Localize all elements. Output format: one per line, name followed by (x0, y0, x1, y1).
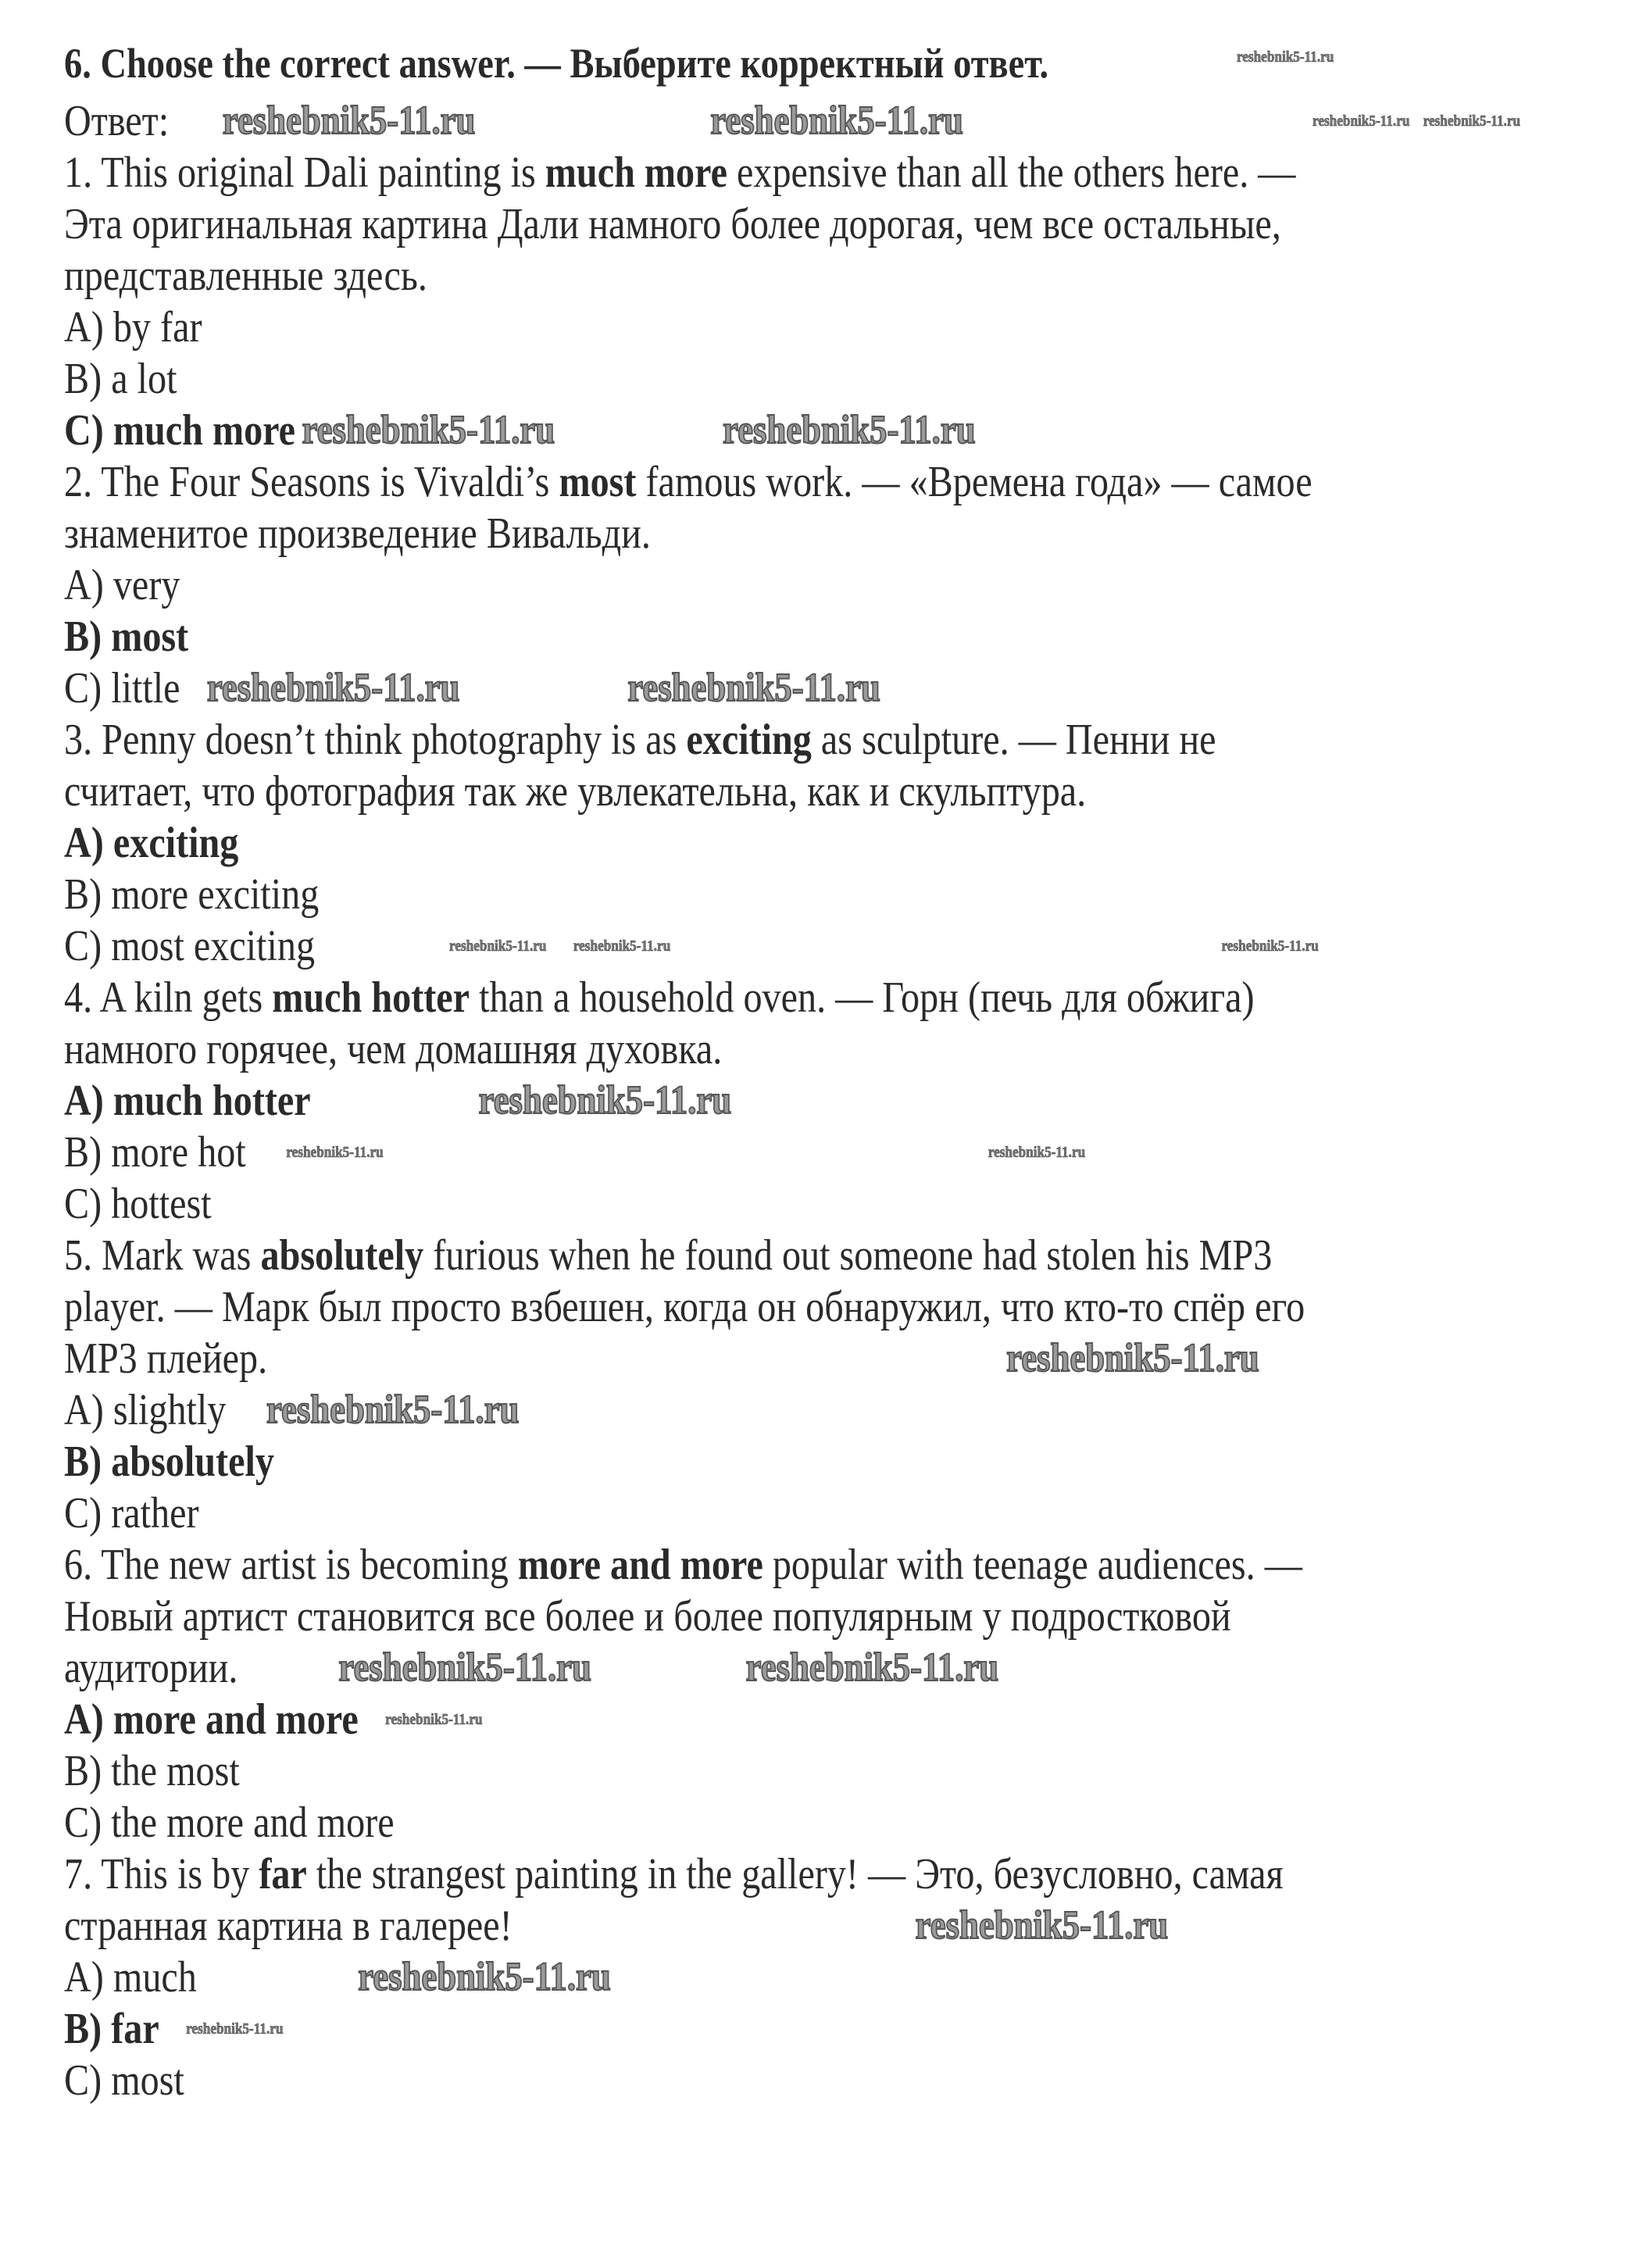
bold-answer: B) absolutely (64, 1438, 274, 1486)
text-span: 6. The new artist is becoming (64, 1541, 518, 1589)
text-span: A) slightly (64, 1386, 227, 1434)
watermark: reshebnik5-11.ru (723, 408, 976, 452)
text-span: B) a lot (64, 355, 177, 403)
text-line (64, 1333, 1609, 1384)
text-span: B) more hot (64, 1128, 246, 1177)
text-line (64, 1952, 1609, 2003)
watermark: reshebnik5-11.ru (358, 1955, 611, 1999)
text-span: 5. Mark was (64, 1231, 261, 1280)
text-span: than a household oven. — Горн (печь для обжига) (470, 973, 1255, 1022)
answer-body (64, 95, 1609, 2106)
text-span: 7. This is by (64, 1850, 259, 1898)
text-span: the strangest painting in the gallery! — Это, безусловно, самая (306, 1850, 1284, 1898)
bold-answer: A) much hotter (64, 1077, 311, 1125)
text-span: считает, что фотография так же увлекательна, как и скульптура. (64, 767, 1087, 816)
watermark: reshebnik5-11.ru (1006, 1336, 1259, 1380)
text-span: furious when he found out someone had stolen his MP3 (423, 1231, 1273, 1280)
text-line (64, 1281, 1609, 1333)
text-line (64, 1642, 1609, 1694)
watermark: reshebnik5-11.ru (1236, 48, 1334, 66)
text-line (64, 1694, 1609, 1745)
text-span: странная картина в галерее! (64, 1902, 512, 1950)
watermark: reshebnik5-11.ru (449, 938, 547, 955)
watermark: reshebnik5-11.ru (478, 1078, 732, 1123)
bold-answer: B) most (64, 613, 189, 661)
text-line (64, 302, 1609, 353)
watermark: reshebnik5-11.ru (222, 98, 476, 143)
text-line (64, 456, 1609, 508)
text-span: C) little (64, 664, 180, 713)
watermark: reshebnik5-11.ru (1221, 938, 1319, 955)
text-line (64, 663, 1609, 714)
text-span: C) most (64, 2056, 184, 2105)
text-line (64, 559, 1609, 611)
text-span: знаменитое произведение Вивальди. (64, 509, 651, 558)
bold-answer: C) much more (64, 406, 296, 455)
text-line (64, 250, 1609, 302)
text-span: 4. A kiln gets (64, 973, 273, 1022)
text-line (64, 405, 1609, 456)
watermark: reshebnik5-11.ru (710, 98, 963, 143)
text-span: аудитории. (64, 1644, 238, 1692)
text-line (64, 1745, 1609, 1797)
text-line (64, 1178, 1609, 1230)
bold-answer: much more (545, 148, 727, 197)
watermark: reshebnik5-11.ru (206, 666, 460, 710)
bold-answer: far (259, 1850, 307, 1898)
text-span: A) very (64, 561, 180, 609)
text-span: C) most exciting (64, 922, 316, 970)
text-line (64, 198, 1609, 250)
watermark: reshebnik5-11.ru (338, 1645, 591, 1690)
watermark: reshebnik5-11.ru (385, 1711, 483, 1728)
text-line (64, 972, 1609, 1023)
text-span: C) hottest (64, 1180, 212, 1228)
text-line (64, 1539, 1609, 1591)
text-line (64, 353, 1609, 405)
text-span: B) the most (64, 1747, 240, 1795)
text-line (64, 817, 1609, 869)
text-line (64, 95, 1609, 147)
bold-answer: A) more and more (64, 1695, 359, 1744)
bold-answer: most (559, 458, 637, 506)
text-span: 3. Penny doesn’t think photography is as (64, 716, 687, 764)
text-line (64, 1900, 1609, 1952)
text-line (64, 869, 1609, 920)
text-line (64, 508, 1609, 559)
text-span: MP3 плейер. (64, 1334, 268, 1383)
watermark: reshebnik5-11.ru (186, 2020, 284, 2038)
text-line (64, 1848, 1609, 1900)
bold-answer: exciting (686, 716, 812, 764)
document (64, 31, 1609, 2106)
text-span: представленные здесь. (64, 252, 427, 300)
text-span: C) rather (64, 1489, 199, 1538)
text-line (64, 2003, 1609, 2055)
text-span: Эта оригинальная картина Дали намного более дорогая, чем все остальные, (64, 200, 1281, 248)
text-line (64, 611, 1609, 663)
bold-answer: more and more (517, 1541, 763, 1589)
bold-answer: A) exciting (64, 819, 239, 867)
watermark: reshebnik5-11.ru (745, 1645, 999, 1690)
watermark: reshebnik5-11.ru (627, 666, 880, 710)
text-line (64, 1797, 1609, 1848)
exercise-title-line (64, 31, 1609, 95)
bold-answer: much hotter (272, 973, 470, 1022)
bold-answer: absolutely (260, 1231, 424, 1280)
watermark: reshebnik5-11.ru (1312, 113, 1410, 130)
watermark: reshebnik5-11.ru (988, 1144, 1086, 1161)
watermark: reshebnik5-11.ru (1423, 113, 1521, 130)
watermark: reshebnik5-11.ru (573, 938, 671, 955)
exercise-title: 6. Choose the correct answer. — Выберите корректный ответ. (64, 40, 1049, 87)
watermark: reshebnik5-11.ru (286, 1144, 384, 1161)
text-line (64, 920, 1609, 972)
text-span: B) more exciting (64, 870, 320, 919)
text-span: намного горячее, чем домашняя духовка. (64, 1025, 723, 1073)
text-span: famous work. — «Времена года» — самое (636, 458, 1312, 506)
watermark: reshebnik5-11.ru (302, 408, 555, 452)
text-span: A) much (64, 1953, 197, 2002)
text-line (64, 766, 1609, 817)
text-span: Ответ: (64, 97, 170, 145)
text-line (64, 2055, 1609, 2106)
watermark: reshebnik5-11.ru (915, 1903, 1169, 1948)
text-span: popular with teenage audiences. — (762, 1541, 1302, 1589)
text-span: player. — Марк был просто взбешен, когда он обнаружил, что кто-то спёр его (64, 1283, 1305, 1331)
text-span: A) by far (64, 303, 202, 352)
text-span: 1. This original Dali painting is (64, 148, 545, 197)
text-span: 2. The Four Seasons is Vivaldi’s (64, 458, 559, 506)
text-line (64, 1436, 1609, 1488)
text-line (64, 1023, 1609, 1075)
text-line (64, 1591, 1609, 1642)
watermark: reshebnik5-11.ru (266, 1388, 520, 1432)
text-line (64, 147, 1609, 198)
text-line (64, 1127, 1609, 1178)
text-span: as sculpture. — Пенни не (811, 716, 1216, 764)
text-line (64, 1488, 1609, 1539)
text-line (64, 1384, 1609, 1436)
text-line (64, 1075, 1609, 1127)
text-line (64, 714, 1609, 766)
text-span: Новый артист становится все более и более популярным у подростковой (64, 1592, 1231, 1641)
text-line (64, 1230, 1609, 1281)
bold-answer: B) far (64, 2005, 159, 2053)
text-span: expensive than all the others here. — (727, 148, 1296, 197)
text-span: C) the more and more (64, 1798, 395, 1847)
